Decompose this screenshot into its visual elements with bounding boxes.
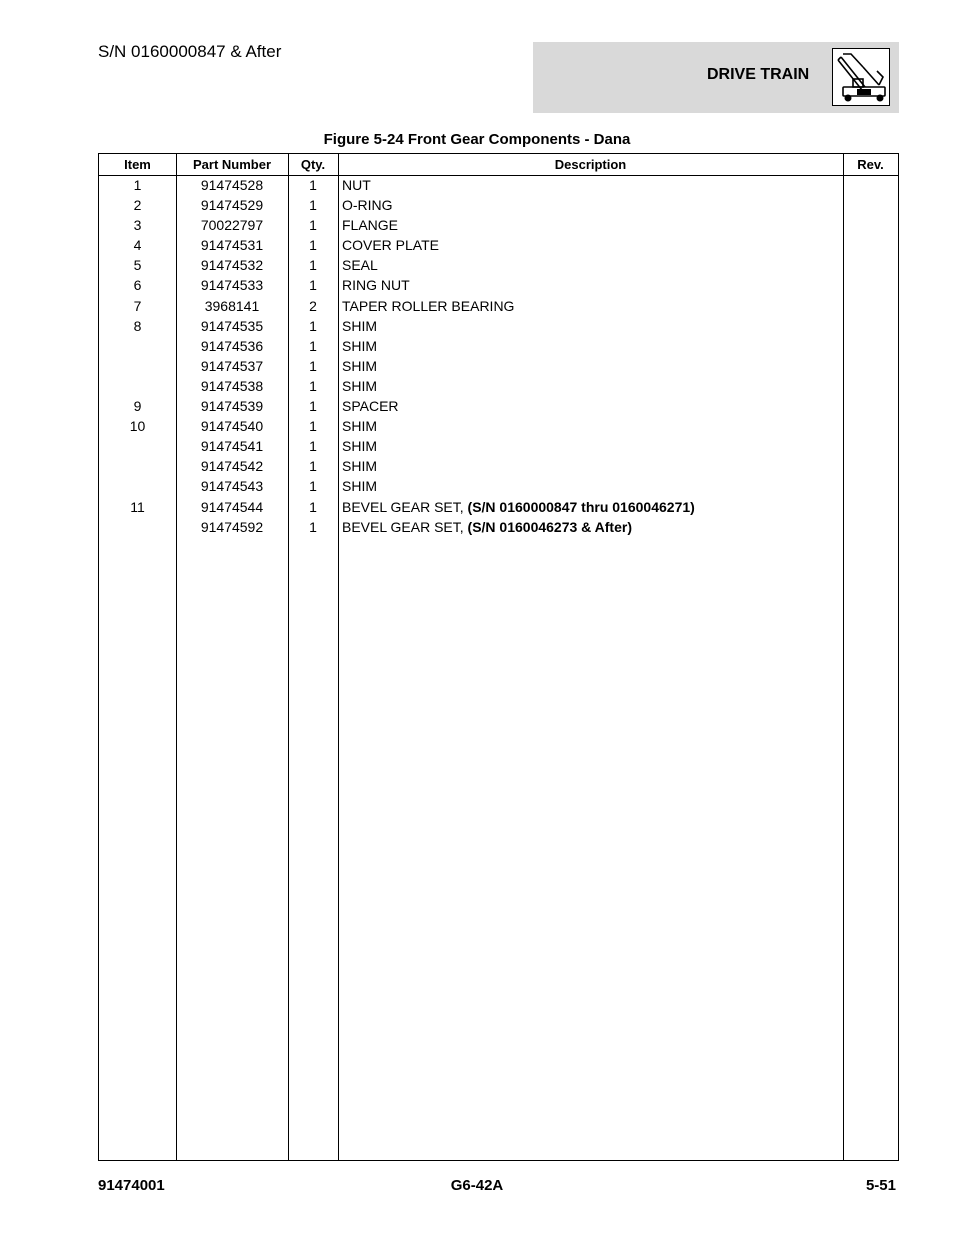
description-text: SEAL xyxy=(342,257,378,274)
quantity: 1 xyxy=(309,377,317,394)
description xyxy=(342,255,842,275)
description xyxy=(342,456,842,476)
serial-range: S/N 0160000847 & After xyxy=(98,42,282,61)
description-text: COVER PLATE xyxy=(342,237,439,254)
description-text: BEVEL GEAR SET, xyxy=(342,498,468,515)
table-row xyxy=(99,316,898,336)
quantity: 1 xyxy=(309,197,317,214)
quantity: 1 xyxy=(309,498,317,515)
part-number: 70022797 xyxy=(200,217,264,234)
item-number xyxy=(99,436,176,456)
part-number: 91474540 xyxy=(200,418,264,435)
figure-title: Figure 5-24 Front Gear Components - Dana xyxy=(323,131,631,148)
quantity: 1 xyxy=(309,398,317,415)
table-row xyxy=(99,376,898,396)
revision xyxy=(843,517,898,537)
table-row xyxy=(99,215,898,235)
revision xyxy=(843,175,898,195)
table-row xyxy=(99,416,898,436)
description xyxy=(342,416,842,436)
part-number: 91474529 xyxy=(200,197,264,214)
part-number: 91474536 xyxy=(200,337,264,354)
item-number xyxy=(99,476,176,496)
description-text: FLANGE xyxy=(342,217,399,234)
quantity: 1 xyxy=(309,458,317,475)
description xyxy=(342,195,842,215)
table-row xyxy=(99,356,898,376)
description-text: NUT xyxy=(342,177,371,193)
aerial-lift-icon xyxy=(832,48,890,106)
table-row xyxy=(99,517,898,537)
description-text: SHIM xyxy=(342,337,377,354)
column-header-rev: Rev. xyxy=(857,157,884,172)
revision xyxy=(843,195,898,215)
item-number: 5 xyxy=(133,257,142,274)
description-text: SHIM xyxy=(342,357,377,374)
description xyxy=(342,436,842,456)
item-number: 1 xyxy=(133,177,142,193)
description-text: SHIM xyxy=(342,458,377,475)
description xyxy=(342,215,842,235)
column-header-part-number: Part Number xyxy=(192,157,272,172)
item-number: 8 xyxy=(133,317,142,334)
description-text: SHIM xyxy=(342,438,377,455)
description xyxy=(342,497,842,517)
item-number xyxy=(99,376,176,396)
revision xyxy=(843,456,898,476)
part-number: 91474531 xyxy=(200,237,264,254)
item-number xyxy=(99,336,176,356)
description-text: O-RING xyxy=(342,197,393,214)
part-number: 3968141 xyxy=(204,297,260,314)
quantity: 1 xyxy=(309,217,317,234)
part-number: 91474543 xyxy=(200,478,264,495)
table-row xyxy=(99,396,898,416)
revision xyxy=(843,356,898,376)
description xyxy=(342,235,842,255)
quantity: 1 xyxy=(309,177,317,193)
description-serial-note: (S/N 0160000847 thru 0160046271) xyxy=(467,498,695,515)
description-text: TAPER ROLLER BEARING xyxy=(342,297,515,314)
part-number: 91474592 xyxy=(200,518,264,535)
description-text: SPACER xyxy=(342,398,399,415)
description xyxy=(342,396,842,416)
section-banner xyxy=(533,42,899,113)
table-row xyxy=(99,336,898,356)
revision xyxy=(843,476,898,496)
table-row xyxy=(99,195,898,215)
quantity: 1 xyxy=(309,277,317,294)
description-text: SHIM xyxy=(342,377,377,394)
item-number: 9 xyxy=(133,398,142,415)
item-number: 2 xyxy=(133,197,142,214)
item-number: 3 xyxy=(133,217,142,234)
footer-manual-number: 91474001 xyxy=(98,1177,165,1194)
revision xyxy=(843,416,898,436)
parts-rows xyxy=(99,175,898,537)
footer-page-number: 5-51 xyxy=(865,1177,896,1194)
table-row xyxy=(99,255,898,275)
description xyxy=(342,296,842,316)
quantity: 1 xyxy=(309,317,317,334)
part-number: 91474544 xyxy=(200,498,264,515)
table-row xyxy=(99,476,898,496)
item-number xyxy=(99,517,176,537)
revision xyxy=(843,215,898,235)
table-row xyxy=(99,497,898,517)
revision xyxy=(843,235,898,255)
description-text: BEVEL GEAR SET, xyxy=(342,518,468,535)
description xyxy=(342,316,842,336)
column-header-description: Description xyxy=(554,157,627,172)
item-number: 11 xyxy=(130,498,145,515)
description xyxy=(342,175,842,195)
quantity: 2 xyxy=(309,297,317,314)
item-number: 4 xyxy=(133,237,142,254)
table-row xyxy=(99,275,898,295)
column-header-item: Item xyxy=(124,157,151,172)
description xyxy=(342,376,842,396)
section-title: DRIVE TRAIN xyxy=(707,66,810,83)
table-row xyxy=(99,175,898,195)
description xyxy=(342,517,842,537)
table-row xyxy=(99,436,898,456)
revision xyxy=(843,436,898,456)
description xyxy=(342,356,842,376)
quantity: 1 xyxy=(309,257,317,274)
quantity: 1 xyxy=(309,337,317,354)
part-number: 91474533 xyxy=(200,277,264,294)
revision xyxy=(843,296,898,316)
quantity: 1 xyxy=(309,438,317,455)
column-header-qty: Qty. xyxy=(300,157,326,172)
part-number: 91474539 xyxy=(200,398,264,415)
part-number: 91474535 xyxy=(200,317,264,334)
item-number: 10 xyxy=(129,418,146,435)
footer-model: G6-42A xyxy=(450,1177,504,1194)
description-text: SHIM xyxy=(342,418,377,435)
part-number: 91474537 xyxy=(200,357,264,374)
quantity: 1 xyxy=(309,518,317,535)
part-number: 91474542 xyxy=(200,458,264,475)
revision xyxy=(843,336,898,356)
description-text: RING NUT xyxy=(342,277,410,294)
revision xyxy=(843,255,898,275)
description-serial-note: (S/N 0160046273 & After) xyxy=(467,518,632,535)
revision xyxy=(843,275,898,295)
description xyxy=(342,275,842,295)
parts-table xyxy=(98,153,899,1161)
quantity: 1 xyxy=(309,418,317,435)
table-row xyxy=(99,235,898,255)
part-number: 91474528 xyxy=(200,177,264,193)
quantity: 1 xyxy=(309,478,317,495)
quantity: 1 xyxy=(309,357,317,374)
table-row xyxy=(99,296,898,316)
revision xyxy=(843,396,898,416)
part-number: 91474532 xyxy=(200,257,264,274)
item-number: 6 xyxy=(133,277,142,294)
part-number: 91474538 xyxy=(200,377,264,394)
revision xyxy=(843,316,898,336)
item-number: 7 xyxy=(133,297,142,314)
table-row xyxy=(99,456,898,476)
revision xyxy=(843,497,898,517)
item-number xyxy=(99,356,176,376)
description xyxy=(342,476,842,496)
description-text: SHIM xyxy=(342,478,377,495)
item-number xyxy=(99,456,176,476)
description-text: SHIM xyxy=(342,317,377,334)
part-number: 91474541 xyxy=(200,438,264,455)
quantity: 1 xyxy=(309,237,317,254)
description xyxy=(342,336,842,356)
revision xyxy=(843,376,898,396)
